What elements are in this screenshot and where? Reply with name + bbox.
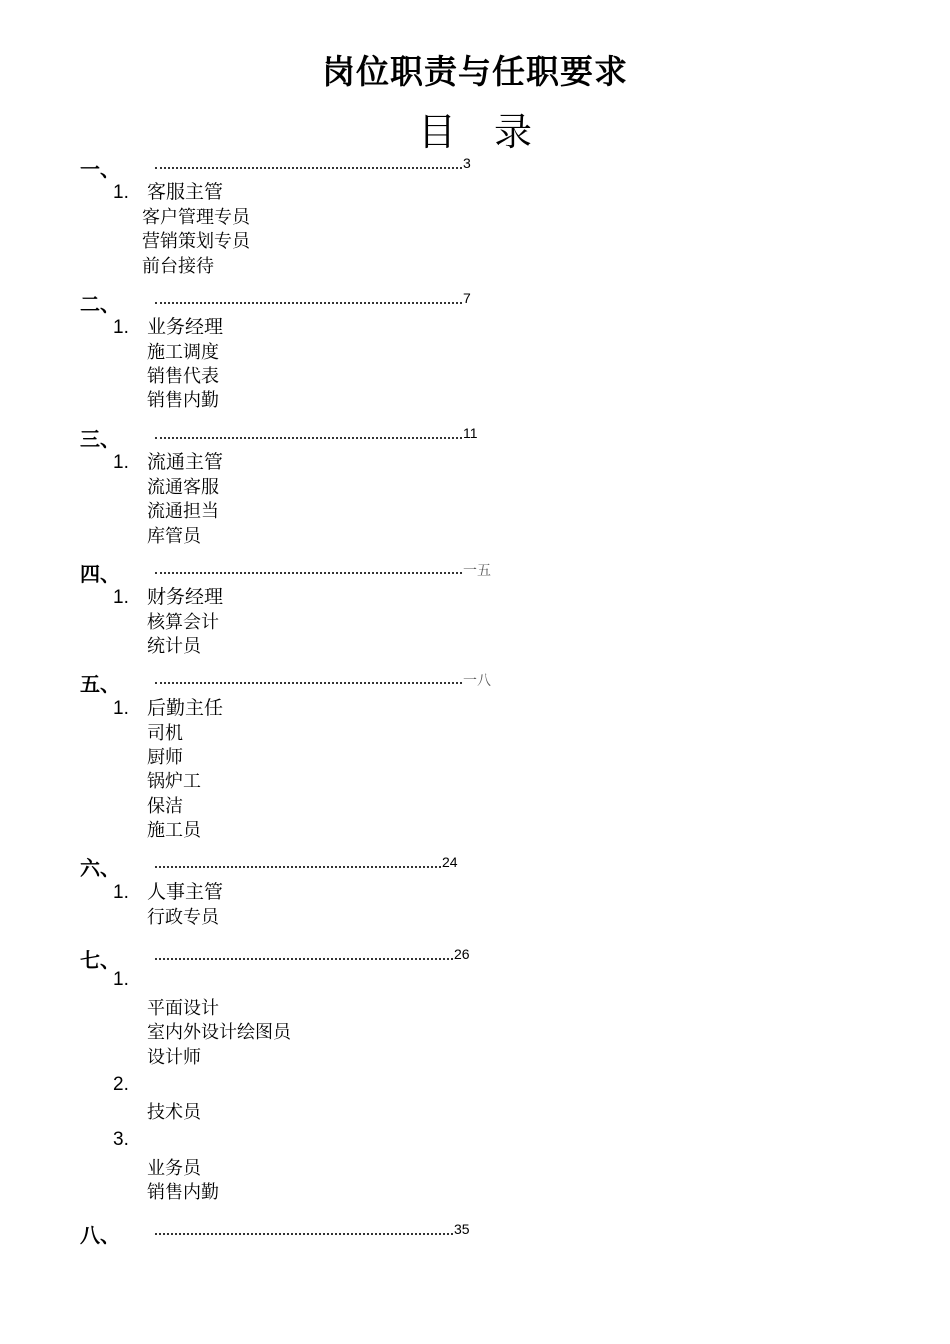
toc-subitem[interactable]: 业务员 <box>147 1158 201 1179</box>
item-label: 客服主管 <box>147 181 224 203</box>
section-label: 六、 <box>80 856 120 880</box>
toc-subitem[interactable]: 流通担当 <box>147 501 219 522</box>
page-number: 35 <box>454 1221 470 1237</box>
toc-subitem[interactable]: 技术员 <box>147 1102 201 1123</box>
toc-subitem[interactable]: 室内外设计绘图员 <box>147 1022 291 1043</box>
page-number: 26 <box>454 946 470 962</box>
dot-leader <box>155 958 453 960</box>
item-number: 1. <box>113 317 129 338</box>
section-label: 八、 <box>80 1223 120 1247</box>
toc-item[interactable] <box>113 177 223 204</box>
toc-subitem[interactable]: 流通客服 <box>147 477 219 498</box>
item-label: 后勤主任 <box>147 697 224 719</box>
item-label: 人事主管 <box>147 881 224 903</box>
section-label: 二、 <box>80 292 120 316</box>
toc-item[interactable] <box>113 693 223 720</box>
toc-subitem[interactable]: 前台接待 <box>142 256 214 277</box>
item-number: 1. <box>113 882 129 903</box>
toc-subitem[interactable]: 客户管理专员 <box>142 207 250 228</box>
section-label: 七、 <box>80 948 120 972</box>
dot-leader <box>155 167 462 169</box>
document-title: 岗位职责与任职要求 <box>322 52 628 91</box>
dot-leader <box>155 302 462 304</box>
toc-subitem[interactable]: 施工员 <box>147 820 201 841</box>
dot-leader <box>155 682 462 684</box>
item-label: 业务经理 <box>147 316 224 338</box>
dot-leader <box>155 866 441 868</box>
page-number: 24 <box>442 854 458 870</box>
dot-leader <box>155 1233 453 1235</box>
page-number: 一五 <box>463 563 491 579</box>
page-number: 3 <box>463 155 471 171</box>
section-label: 四、 <box>80 562 120 586</box>
toc-subitem[interactable]: 行政专员 <box>147 907 219 928</box>
toc-subitem[interactable]: 保洁 <box>147 796 183 817</box>
toc-subitem[interactable]: 库管员 <box>147 526 201 547</box>
toc-subitem[interactable]: 销售内勤 <box>147 1182 219 1203</box>
dot-leader <box>155 437 462 439</box>
item-number: 3. <box>113 1129 129 1150</box>
toc-item[interactable] <box>113 1128 147 1151</box>
toc-item[interactable] <box>113 877 223 904</box>
toc-subitem[interactable]: 核算会计 <box>147 612 219 633</box>
toc-subitem[interactable]: 锅炉工 <box>147 771 201 792</box>
toc-item[interactable] <box>113 1073 147 1096</box>
page-number: 11 <box>463 425 478 441</box>
toc-subitem[interactable]: 司机 <box>147 723 183 744</box>
item-number: 1. <box>113 182 129 203</box>
toc-subitem[interactable]: 销售代表 <box>147 366 219 387</box>
item-number: 2. <box>113 1074 129 1095</box>
item-label: 流通主管 <box>147 451 224 473</box>
toc-item[interactable] <box>113 968 147 991</box>
page-number: 7 <box>463 290 471 306</box>
item-number: 1. <box>113 969 129 990</box>
toc-subitem[interactable]: 营销策划专员 <box>142 231 250 252</box>
item-number: 1. <box>113 452 129 473</box>
section-label: 一、 <box>80 157 120 181</box>
toc-item[interactable] <box>113 447 223 474</box>
item-label: 财务经理 <box>147 586 224 608</box>
section-label: 五、 <box>80 672 120 696</box>
item-number: 1. <box>113 698 129 719</box>
item-number: 1. <box>113 587 129 608</box>
section-label: 三、 <box>80 427 120 451</box>
toc-subitem[interactable]: 统计员 <box>147 636 201 657</box>
toc-subitem[interactable]: 平面设计 <box>147 998 219 1019</box>
page-number: 一八 <box>463 673 491 689</box>
toc-subitem[interactable]: 施工调度 <box>147 342 219 363</box>
toc-subitem[interactable]: 厨师 <box>147 747 183 768</box>
toc-heading: 目 录 <box>417 110 532 154</box>
dot-leader <box>155 572 462 574</box>
toc-subitem[interactable]: 销售内勤 <box>147 390 219 411</box>
toc-subitem[interactable]: 设计师 <box>147 1047 201 1068</box>
toc-item[interactable] <box>113 582 223 609</box>
toc-item[interactable] <box>113 312 223 339</box>
